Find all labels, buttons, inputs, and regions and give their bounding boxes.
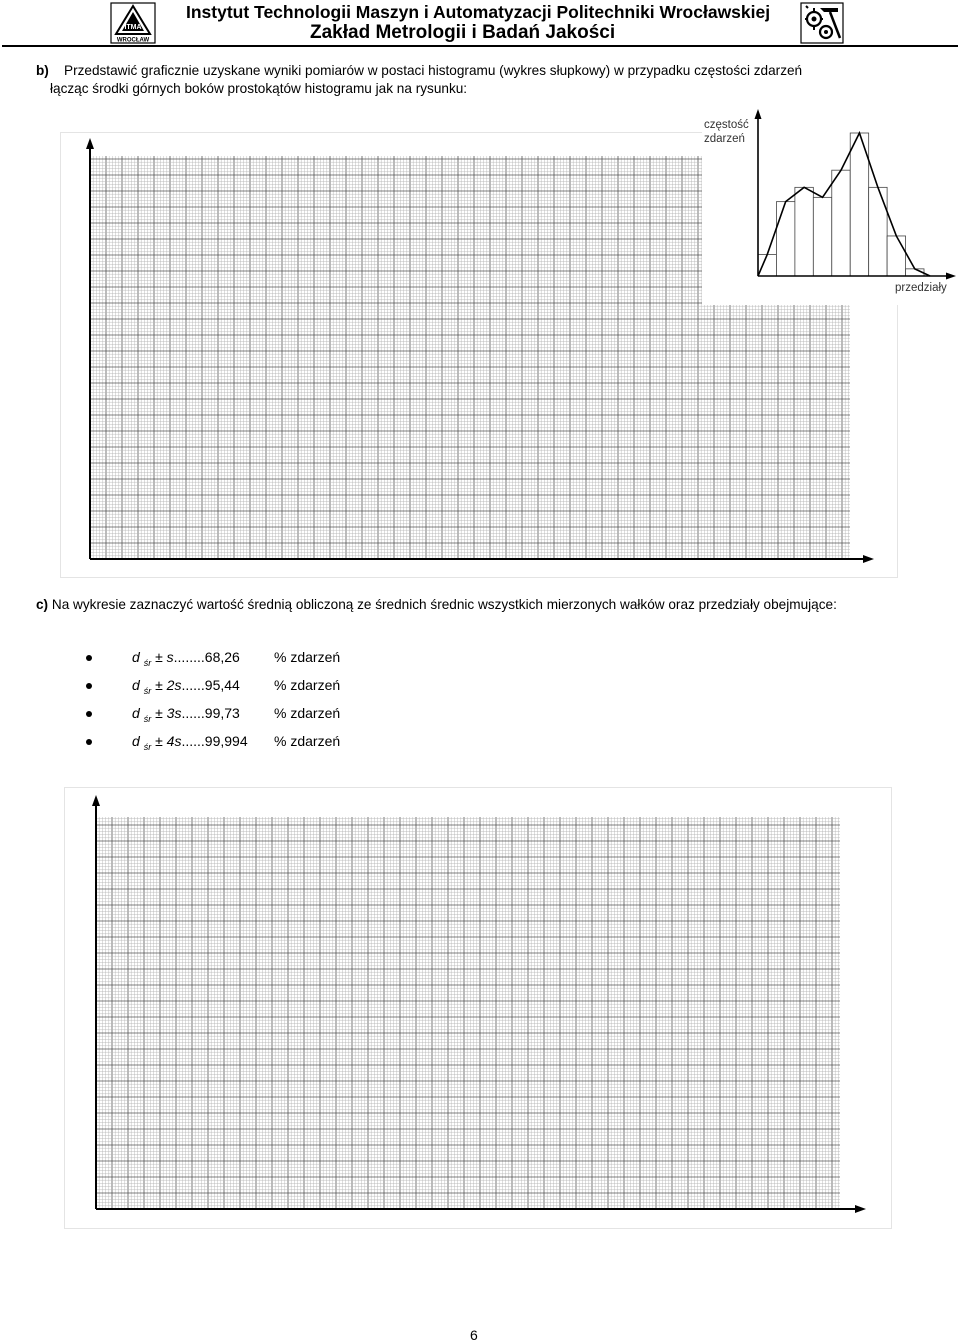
- histogram-bar: [776, 202, 794, 276]
- histogram-bar: [869, 187, 887, 276]
- svg-text:WROCŁAW: WROCŁAW: [116, 37, 150, 44]
- metrology-department-logo-icon: [800, 2, 844, 44]
- bullet-icon: [86, 655, 92, 661]
- header-title: Instytut Technologii Maszyn i Automatyzacji Politechniki Wrocławskiej: [186, 2, 771, 22]
- histogram-bar: [832, 170, 850, 276]
- example-ylabel: [704, 118, 749, 146]
- y-axis-arrow-icon: [92, 795, 100, 806]
- section-b-line2: łącząc środki górnych boków prostokątów histogramu jak na rysunku:: [50, 81, 468, 96]
- interval-unit: % zdarzeń: [274, 677, 341, 693]
- interval-expression: d $_{śr}$ ± 4s......99,994: [132, 733, 248, 752]
- page-header: [0, 0, 960, 46]
- example-y-arrow-icon: [755, 109, 762, 119]
- header-subtitle: Zakład Metrologii i Badań Jakości: [310, 22, 616, 43]
- example-ylabel-line2: zdarzeń: [704, 133, 745, 145]
- interval-unit: % zdarzeń: [274, 649, 341, 665]
- bullet-icon: [86, 683, 92, 689]
- bullet-icon: [86, 739, 92, 745]
- y-axis-arrow-icon: [86, 138, 94, 149]
- interval-unit: % zdarzeń: [274, 705, 341, 721]
- example-ylabel-line1: częstość: [704, 119, 749, 131]
- histogram-bar: [887, 236, 905, 276]
- bullet-icon: [86, 711, 92, 717]
- example-x-arrow-icon: [946, 273, 956, 280]
- histogram-bar: [813, 197, 831, 276]
- example-histogram-panel: [702, 105, 960, 305]
- interval-expression: d $_{śr}$ ± 3s......99,73: [132, 705, 240, 724]
- x-axis-arrow-icon: [863, 555, 874, 563]
- section-b-label: b): [36, 63, 49, 78]
- institute-logo-icon: [110, 2, 156, 44]
- grid-lines: [96, 817, 840, 1209]
- section-c-text: [36, 596, 948, 614]
- histogram-bar: [758, 255, 776, 276]
- section-c-label: c): [36, 597, 49, 612]
- svg-text:ITMA: ITMA: [124, 24, 142, 31]
- x-axis-arrow-icon: [855, 1205, 866, 1213]
- example-xlabel: przedziały: [895, 282, 947, 294]
- graph-paper-2: [64, 787, 890, 1227]
- interval-expression: d $_{śr}$ ± 2s......95,44: [132, 677, 240, 696]
- section-b-line1: Przedstawić graficznie uzyskane wyniki pomiarów w postaci histogramu (wykres słupkowy) w przypadku częstości zdarzeń: [64, 63, 803, 78]
- interval-unit: % zdarzeń: [274, 733, 341, 749]
- interval-expression: d $_{śr}$ ± s........68,26: [132, 649, 240, 668]
- page-number: 6: [470, 1327, 478, 1343]
- header-divider: [2, 45, 958, 47]
- section-b-text: [36, 62, 948, 98]
- section-c-body: Na wykresie zaznaczyć wartość średnią obliczoną ze średnich średnic wszystkich mierzonych wałków oraz przedziały obejmujące:: [51, 597, 837, 612]
- histogram-bar: [795, 187, 813, 276]
